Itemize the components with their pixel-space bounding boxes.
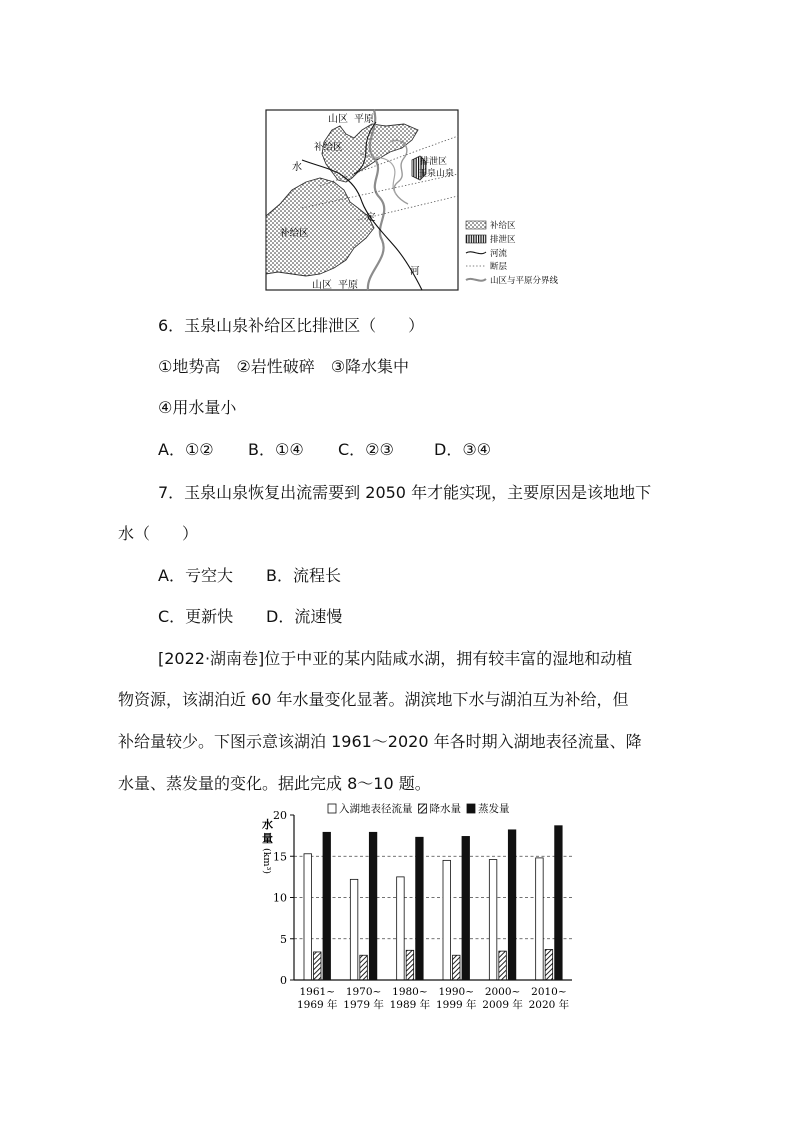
bar-hatched (499, 951, 507, 980)
q7-options-row1 (158, 566, 341, 586)
legend-recharge-swatch (466, 221, 486, 229)
legend-swatch-hatched (419, 804, 427, 813)
legend-boundary-swatch (466, 279, 486, 281)
q6-statements-line2: ④用水量小 (158, 398, 237, 417)
label-recharge-southwest: 补给区 (280, 228, 309, 239)
legend-label: 入湖地表径流量 (339, 803, 413, 815)
legend-discharge-label: 排泄区 (490, 235, 516, 245)
label-mountain-bottom: 山区 (312, 280, 332, 291)
x-tick-label: 2009 年 (482, 999, 523, 1011)
q7-option-a[interactable]: A．亏空大 (158, 566, 233, 585)
label-plain-top: 平原 (354, 114, 374, 125)
y-tick-label: 20 (273, 809, 287, 822)
q6-statements-line1: ①地势高 ②岩性破碎 ③降水集中 (158, 357, 410, 376)
y-tick-label: 10 (273, 891, 287, 905)
q6-option-d[interactable]: D．③④ (434, 440, 492, 459)
x-tick-label: 1989 年 (389, 999, 431, 1011)
passage-line2: 物资源，该湖泊近 60 年水量变化显著。湖滨地下水与湖泊互为补给，但 (118, 690, 629, 709)
lake-water-chart (250, 800, 580, 1015)
legend-river-swatch (466, 252, 486, 254)
passage-line3: 补给量较少。下图示意该湖泊 1961～2020 年各时期入湖地表径流量、降 (118, 732, 642, 751)
bar-black (462, 836, 470, 980)
bar-white (536, 858, 544, 980)
x-tick-label: 1969 年 (296, 999, 338, 1011)
q6-option-a[interactable]: A．①② (158, 440, 214, 459)
y-axis-label-main: 水 (262, 818, 273, 831)
bar-black (323, 832, 331, 980)
q6-option-b[interactable]: B．①④ (248, 440, 304, 459)
legend-discharge-swatch (466, 235, 486, 243)
bar-white (397, 877, 405, 980)
q7-option-c[interactable]: C．更新快 (158, 607, 234, 626)
bar-hatched (360, 955, 368, 980)
bar-black (555, 826, 563, 980)
q6-option-c[interactable]: C．②③ (338, 440, 394, 459)
legend-river-label: 河流 (490, 249, 508, 259)
x-tick-label: 1980~ (392, 986, 428, 998)
passage-line4: 水量、蒸发量的变化。据此完成 8～10 题。 (118, 774, 431, 793)
legend-swatch-black (467, 804, 475, 813)
q7-option-b[interactable]: B．流程长 (266, 566, 341, 585)
x-tick-label: 2000~ (484, 986, 521, 998)
label-recharge-north: 补给区 (314, 142, 343, 153)
bar-white (489, 860, 497, 980)
bar-hatched (545, 949, 553, 980)
y-tick-label: 5 (280, 932, 287, 946)
legend-boundary-label: 山区与平原分界线 (490, 276, 559, 286)
legend-label: 蒸发量 (478, 803, 510, 815)
bar-white (304, 854, 312, 980)
x-tick-label: 2010~ (531, 986, 567, 998)
y-tick-label: 15 (273, 850, 287, 864)
spring-map-figure (262, 108, 582, 293)
x-tick-label: 1990~ (438, 986, 475, 998)
x-tick-label: 1961~ (299, 986, 336, 998)
label-discharge: 排泄区 (420, 157, 448, 167)
label-water-char: 水 (292, 162, 302, 173)
x-tick-label: 2020 年 (528, 999, 570, 1011)
label-ding-char: 定 (366, 212, 376, 223)
x-tick-label: 1970~ (345, 986, 382, 998)
q7-options-row2 (158, 607, 342, 627)
legend-fault-label: 断层 (490, 262, 508, 272)
q7-option-d[interactable]: D．流速慢 (266, 607, 343, 626)
q6-options (158, 440, 491, 460)
y-axis-label-main: 量 (262, 832, 273, 845)
label-spring: 玉泉山泉 (418, 169, 455, 179)
bar-white (443, 860, 451, 980)
q7-stem-line2: 水（ ） (118, 524, 199, 543)
q6-stem: 6．玉泉山泉补给区比排泄区（ ） (158, 316, 425, 335)
x-tick-label: 1979 年 (343, 999, 384, 1011)
y-tick-label: 0 (280, 974, 287, 987)
bar-hatched (314, 952, 322, 980)
y-axis-label-unit: (km³) (261, 848, 272, 874)
legend-recharge-label: 补给区 (490, 221, 516, 231)
label-mountain-top: 山区 (328, 114, 348, 125)
q7-stem-line1: 7．玉泉山泉恢复出流需要到 2050 年才能实现，主要原因是该地地下 (158, 483, 652, 502)
legend-swatch-white (328, 804, 336, 813)
passage-line1: [2022·湖南卷]位于中亚的某内陆咸水湖，拥有较丰富的湿地和动植 (158, 649, 633, 668)
bar-white (350, 879, 358, 980)
map-legend (466, 220, 559, 286)
bar-black (416, 837, 424, 980)
bar-hatched (453, 955, 461, 980)
label-he-char: 河 (410, 266, 420, 277)
bar-black (369, 832, 377, 980)
bar-hatched (406, 950, 414, 980)
bar-black (508, 830, 516, 980)
legend-label: 降水量 (429, 803, 461, 815)
x-tick-label: 1999 年 (435, 999, 477, 1011)
label-plain-bottom: 平原 (338, 280, 358, 291)
